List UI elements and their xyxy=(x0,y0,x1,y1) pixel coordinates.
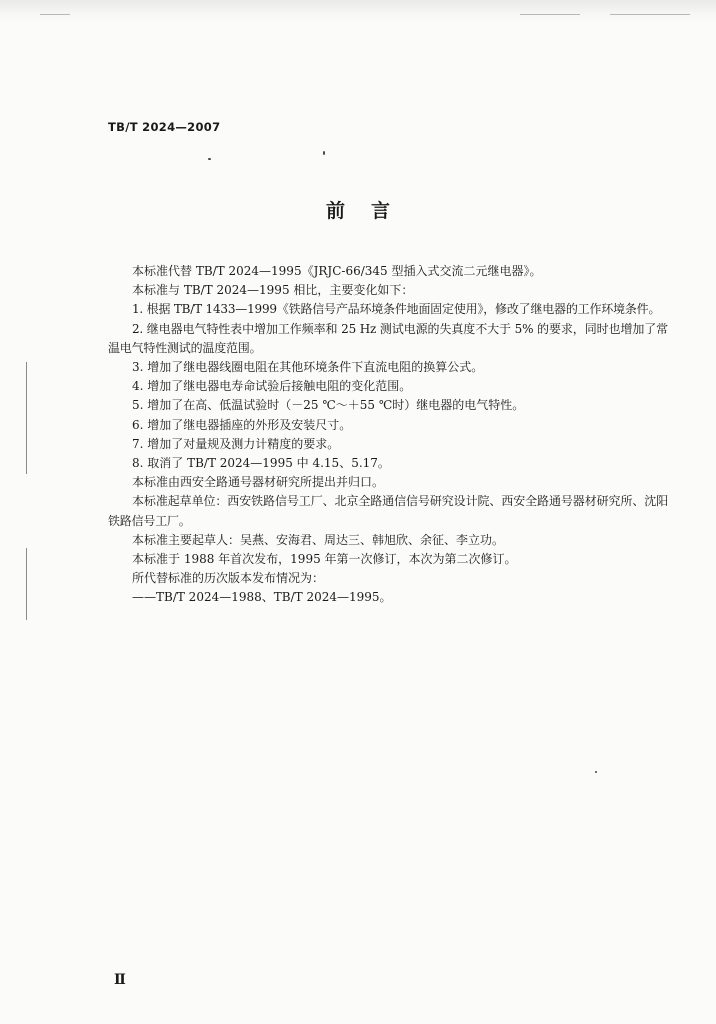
paragraph: 本标准由西安全路通号器材研究所提出并归口。 xyxy=(132,475,385,490)
paragraph: 1. 根据 TB/T 1433—1999《铁路信号产品环境条件地面固定使用》，修改了继电器的工作环境条件。 xyxy=(132,302,661,317)
paragraph: 本标准代替 TB/T 2024—1995《JRJC-66/345 型插入式交流二元继电器》。 xyxy=(132,264,542,278)
paragraph: 本标准主要起草人：吴燕、安海君、周达三、韩旭欣、余征、李立功。 xyxy=(132,532,505,547)
document-code: TB/T 2024—2007 xyxy=(108,120,221,134)
paragraph: 8. 取消了 TB/T 2024—1995 中 4.15、5.17。 xyxy=(132,456,390,471)
paragraph: 4. 增加了继电器电寿命试验后接触电阻的变化范围。 xyxy=(132,379,412,394)
page-title: 前言 xyxy=(325,200,416,222)
scan-artifact xyxy=(610,14,690,15)
binding-mark xyxy=(26,362,27,474)
scan-speck xyxy=(595,771,597,773)
paragraph: 本标准与 TB/T 2024—1995 相比，主要变化如下： xyxy=(132,283,414,298)
scan-edge-shadow xyxy=(0,0,716,22)
paragraph: 所代替标准的历次版本发布情况为： xyxy=(132,571,325,586)
binding-mark xyxy=(26,548,27,620)
scan-speck xyxy=(208,158,211,160)
paragraph: ——TB/T 2024—1988、TB/T 2024—1995。 xyxy=(132,590,392,605)
page-number: Ⅱ xyxy=(114,972,126,988)
paragraph: 2. 继电器电气特性表中增加工作频率和 25 Hz 测试电源的失真度不大于 5% 的要求，同时也增加了常温电气特性测试的温度范围。 xyxy=(108,321,668,355)
scan-artifact xyxy=(40,14,70,15)
paragraph: 3. 增加了继电器线圈电阻在其他环境条件下直流电阻的换算公式。 xyxy=(132,360,484,375)
paragraph: 本标准于 1988 年首次发布，1995 年第一次修订，本次为第二次修订。 xyxy=(132,552,517,567)
paragraph: 本标准起草单位：西安铁路信号工厂、北京全路通信信号研究设计院、西安全路通号器材研究所、沈阳铁路信号工厂。 xyxy=(108,494,668,528)
paragraph: 5. 增加了在高、低温试验时（－25 ℃～＋55 ℃时）继电器的电气特性。 xyxy=(132,398,525,413)
paragraph: 6. 增加了继电器插座的外形及安装尺寸。 xyxy=(132,417,352,432)
document-body xyxy=(108,262,668,608)
scan-speck xyxy=(323,151,325,155)
scan-artifact xyxy=(520,14,580,15)
paragraph: 7. 增加了对量规及测力计精度的要求。 xyxy=(132,436,340,451)
